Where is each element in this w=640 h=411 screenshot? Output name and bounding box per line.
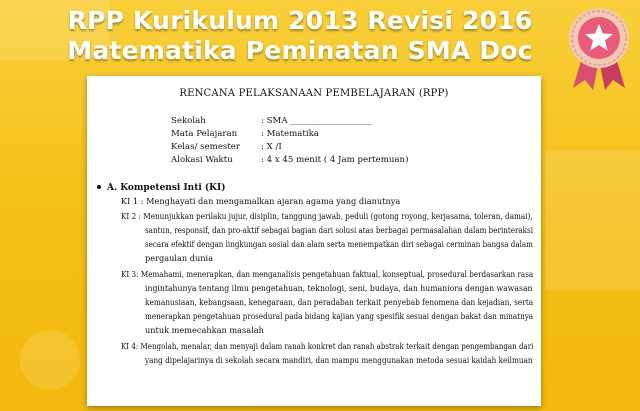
ki-line: kemanusiaan, kebangsaan, kenegaraan, dan peradaban terkait penyebab fenomena dan kejadian, serta xyxy=(145,297,534,307)
background-shape xyxy=(20,330,80,390)
ki-line: untuk memecahkan masalah xyxy=(145,325,264,335)
meta-value: : Matematika xyxy=(261,129,319,139)
ki-line: secara efektif dengan lingkungan sosial dan alam serta menempatkan diri sebagai cerminan bangsa dalam xyxy=(145,239,533,249)
ki-line: KI 3: Memahami, menerapkan, dan menganalisis pengetahuan faktual, konseptual, prosedural berdasarkan rasa xyxy=(121,269,534,279)
ki-line: menerapkan pengetahuan prosedural pada bidang kajian yang spesifik sesuai dengan bakat dan minatnya xyxy=(145,311,534,321)
ki-line: KI 1 : Menghayati dan mengamalkan ajaran agama yang dianutnya xyxy=(121,196,401,206)
ki-line: santun, responsif, dan pro-aktif sebagai bagian dari solusi atas berbagai permasalahan dalam berinteraksi xyxy=(145,225,534,235)
ki-line: ingintahunya tentang ilmu pengetahuan, teknologi, seni, budaya, dan humaniora dengan wawasan xyxy=(145,283,533,293)
banner-title-line-1: RPP Kurikulum 2013 Revisi 2016 xyxy=(67,6,533,35)
meta-value: : SMA ___________________ xyxy=(261,116,372,126)
document-heading: RENCANA PELAKSANAAN PEMBELAJARAN (RPP) xyxy=(179,88,449,99)
banner-title-line-2: Matematika Peminatan SMA Doc xyxy=(67,36,533,65)
section-bullet xyxy=(97,185,101,189)
section-title: A. Kompetensi Inti (KI) xyxy=(107,183,226,193)
background-shape xyxy=(545,150,640,290)
meta-label: Mata Pelajaran xyxy=(171,129,238,139)
ki-line: pergaulan dunia xyxy=(145,253,214,263)
ki-line: KI 4: Mengolah, menalar, dan menyaji dalam ranah konkret dan ranah abstrak terkait dengan pengembangan dari xyxy=(121,341,534,351)
ki-line: yang dipelajarinya di sekolah secara mandiri, dan mampu menggunakan metoda sesuai kaidah keilmuan xyxy=(145,355,533,365)
meta-label: Alokasi Waktu xyxy=(171,155,233,165)
star-badge-icon xyxy=(565,4,633,90)
meta-label: Kelas/ semester xyxy=(171,142,240,152)
meta-label: Sekolah xyxy=(171,116,206,126)
ki-line: KI 2 : Menunjukkan perilaku jujur, disiplin, tanggung jawab, peduli (gotong royong, kerjasama, toleran, damai), xyxy=(121,211,533,221)
meta-value: : 4 x 45 menit ( 4 Jam pertemuan) xyxy=(261,155,409,165)
meta-value: : X /I xyxy=(261,142,282,152)
document-preview xyxy=(87,76,541,406)
banner-title xyxy=(0,6,600,66)
